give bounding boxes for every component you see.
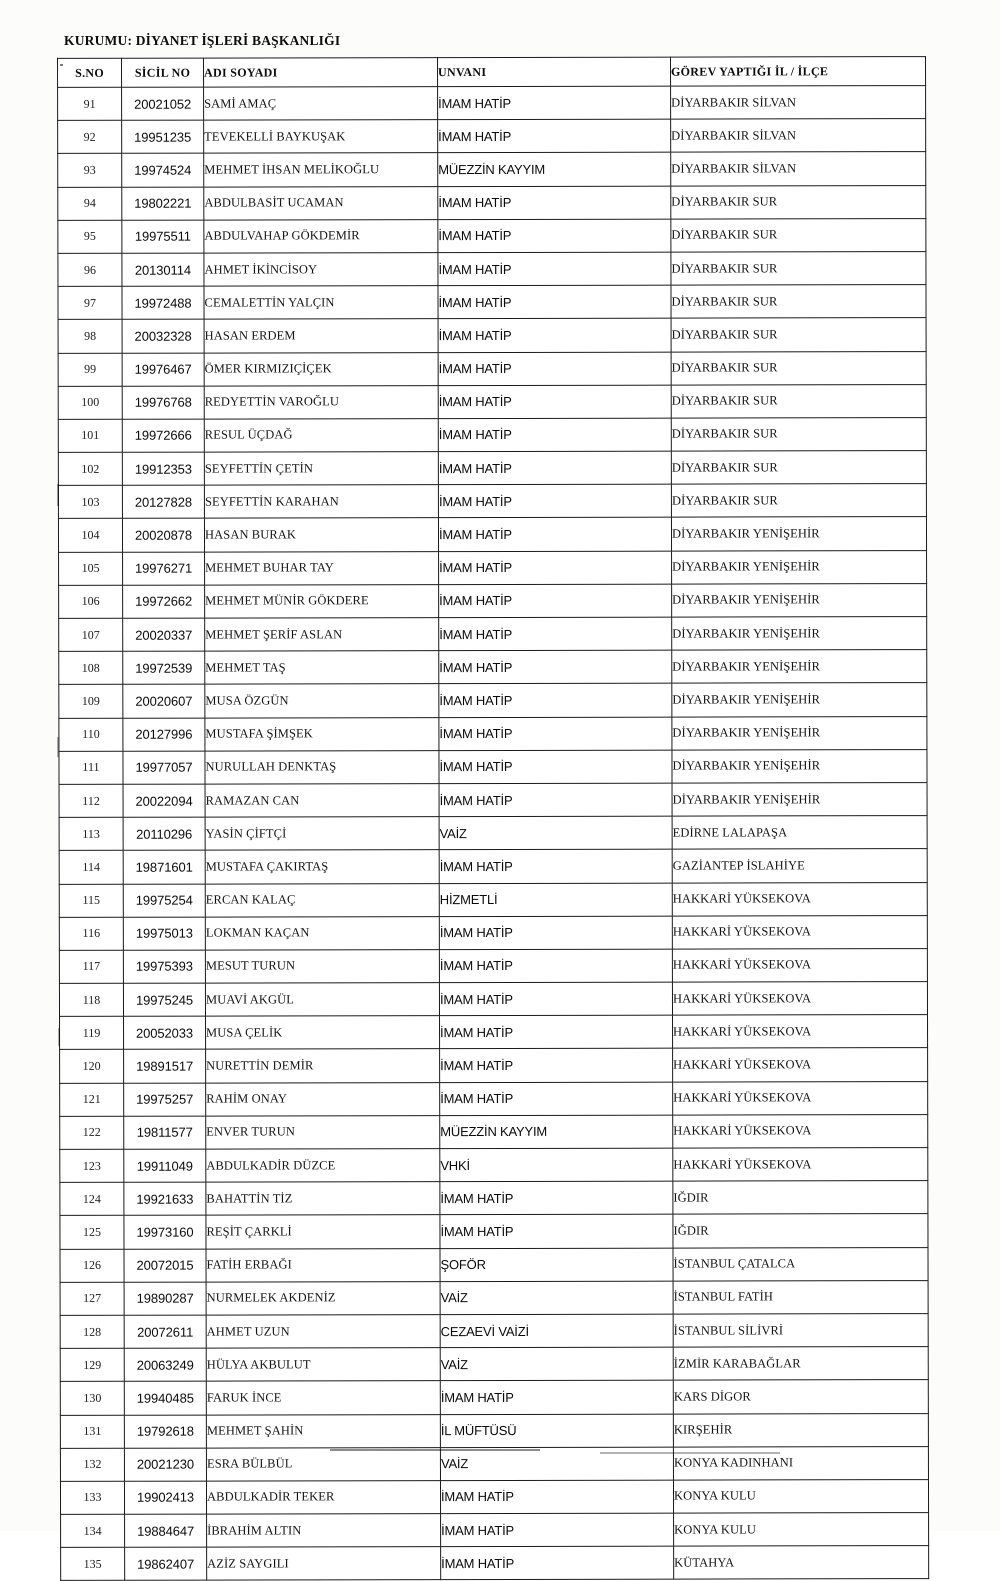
cell-unvan: VHKİ (440, 1148, 673, 1182)
cell-gorev: KONYA KULU (673, 1479, 928, 1513)
cell-ad: NURULLAH DENKTAŞ (205, 750, 439, 784)
cell-ad: ÖMER KIRMIZIÇİÇEK (204, 352, 438, 386)
cell-sicil: 19902413 (124, 1481, 206, 1514)
table-row (59, 683, 927, 718)
table-row (58, 318, 926, 353)
cell-ad: RAMAZAN CAN (205, 784, 439, 818)
cell-sno: 106 (59, 585, 123, 618)
cell-ad: HASAN ERDEM (204, 319, 438, 353)
cell-sno: 113 (59, 817, 123, 850)
cell-gorev: DİYARBAKIR YENİŞEHİR (672, 749, 927, 783)
cell-sicil: 19975013 (123, 917, 205, 950)
cell-unvan: İMAM HATİP (438, 385, 671, 419)
cell-gorev: DİYARBAKIR YENİŞEHİR (672, 617, 927, 651)
table-row (61, 1513, 929, 1548)
table-row (60, 1181, 928, 1216)
table-row (60, 1247, 928, 1282)
cell-sno: 130 (60, 1382, 124, 1415)
cell-gorev: İSTANBUL SİLİVRİ (673, 1314, 928, 1348)
cell-sicil: 20021052 (122, 87, 204, 120)
table-row (58, 185, 926, 220)
table-header-row (58, 57, 926, 88)
cell-unvan: İMAM HATİP (440, 1214, 673, 1248)
cell-unvan: İMAM HATİP (438, 418, 671, 452)
cell-sno: 115 (59, 884, 123, 917)
cell-unvan: İMAM HATİP (438, 252, 671, 286)
cell-sicil: 19871601 (123, 850, 205, 883)
cell-sicil: 20130114 (122, 253, 204, 286)
cell-sno: 127 (60, 1282, 124, 1315)
cell-ad: RAHİM ONAY (206, 1082, 440, 1116)
cell-sno: 107 (59, 618, 123, 651)
cell-gorev: DİYARBAKIR SİLVAN (671, 152, 926, 186)
cell-ad: SEYFETTİN ÇETİN (204, 452, 438, 486)
cell-unvan: İMAM HATİP (440, 1082, 673, 1116)
cell-gorev: DİYARBAKIR YENİŞEHİR (672, 550, 927, 584)
table-row (60, 1015, 928, 1050)
cell-gorev: KARS DİGOR (673, 1380, 928, 1414)
cell-sicil: 20020337 (123, 618, 205, 651)
cell-unvan: İMAM HATİP (439, 783, 672, 817)
cell-unvan: İMAM HATİP (440, 1181, 673, 1215)
cell-unvan: İL MÜFTÜSÜ (440, 1414, 673, 1448)
cell-ad: YASİN ÇİFTÇİ (205, 817, 439, 851)
cell-gorev: DİYARBAKIR SUR (671, 451, 926, 485)
cell-gorev: DİYARBAKIR YENİŞEHİR (672, 583, 927, 617)
cell-sicil: 19975245 (123, 983, 205, 1016)
cell-gorev: HAKKARİ YÜKSEKOVA (673, 1148, 928, 1182)
cell-unvan: İMAM HATİP (438, 352, 671, 386)
cell-ad: CEMALETTİN YALÇIN (204, 286, 438, 320)
cell-sicil: 19811577 (124, 1116, 206, 1149)
cell-sicil: 19973160 (124, 1215, 206, 1248)
cell-unvan: İMAM HATİP (438, 518, 671, 552)
cell-sicil: 19921633 (124, 1182, 206, 1215)
cell-unvan: İMAM HATİP (438, 318, 671, 352)
cell-ad: ERCAN KALAÇ (205, 883, 439, 917)
cell-sno: 98 (58, 320, 122, 353)
cell-gorev: DİYARBAKIR SUR (671, 417, 926, 451)
cell-gorev: DİYARBAKIR SUR (671, 218, 926, 252)
cell-sno: 114 (59, 851, 123, 884)
cell-ad: RESUL ÜÇDAĞ (204, 418, 438, 452)
cell-sicil: 19911049 (124, 1149, 206, 1182)
cell-sicil: 19976467 (122, 353, 204, 386)
table-row (59, 982, 927, 1017)
cell-sicil: 20127996 (123, 718, 205, 751)
cell-unvan: İMAM HATİP (439, 717, 672, 751)
cell-ad: SAMİ AMAÇ (204, 87, 438, 121)
cell-sno: 116 (59, 917, 123, 950)
cell-unvan: İMAM HATİP (438, 451, 671, 485)
cell-ad: HÜLYA AKBULUT (206, 1348, 440, 1382)
cell-ad: ABDULVAHAP GÖKDEMİR (204, 219, 438, 253)
cell-gorev: HAKKARİ YÜKSEKOVA (673, 1081, 928, 1115)
cell-unvan: İMAM HATİP (439, 849, 672, 883)
cell-ad: LOKMAN KAÇAN (205, 916, 439, 950)
cell-sno: 105 (59, 552, 123, 585)
cell-gorev: DİYARBAKIR YENİŞEHİR (671, 517, 926, 551)
column-header-unvan: UNVANI (438, 57, 671, 86)
cell-gorev: İSTANBUL ÇATALCA (673, 1247, 928, 1281)
cell-gorev: DİYARBAKIR YENİŞEHİR (672, 716, 927, 750)
column-header-gorev: GÖREV YAPTIĞI İL / İLÇE (671, 57, 926, 87)
table-row (59, 816, 927, 851)
cell-sicil: 19951235 (122, 120, 204, 153)
cell-unvan: İMAM HATİP (438, 186, 671, 220)
table-body (58, 86, 929, 1581)
table-row (60, 1280, 928, 1315)
cell-ad: AHMET UZUN (206, 1315, 440, 1349)
cell-ad: MEHMET İHSAN MELİKOĞLU (204, 153, 438, 187)
cell-gorev: DİYARBAKIR YENİŞEHİR (672, 650, 927, 684)
cell-ad: MUAVİ AKGÜL (205, 983, 439, 1017)
column-header-sno: S.NO (58, 58, 122, 87)
cell-sicil: 20032328 (122, 319, 204, 352)
cell-ad: AZİZ SAYGILI (207, 1547, 441, 1581)
cell-gorev: KONYA KADINHANI (673, 1446, 928, 1480)
cell-ad: MEHMET BUHAR TAY (205, 551, 439, 585)
cell-sicil: 19976768 (122, 386, 204, 419)
cell-ad: MUSA ÖZGÜN (205, 684, 439, 718)
table-row (58, 86, 926, 121)
cell-sno: 95 (58, 220, 122, 253)
cell-sno: 122 (60, 1116, 124, 1149)
cell-ad: REDYETTİN VAROĞLU (204, 385, 438, 419)
cell-ad: MESUT TURUN (205, 949, 439, 983)
cell-unvan: İMAM HATİP (438, 86, 671, 120)
personnel-table (57, 56, 929, 1581)
cell-gorev: DİYARBAKIR SUR (671, 285, 926, 319)
cell-gorev: EDİRNE LALAPAŞA (672, 816, 927, 850)
table-header (58, 57, 926, 88)
cell-unvan: İMAM HATİP (439, 650, 672, 684)
cell-sno: 109 (59, 685, 123, 718)
table-row (60, 1314, 928, 1349)
cell-sicil: 19802221 (122, 187, 204, 220)
cell-sno: 102 (58, 452, 122, 485)
cell-unvan: İMAM HATİP (440, 1380, 673, 1414)
cell-sno: 97 (58, 286, 122, 319)
cell-unvan: MÜEZZİN KAYYIM (438, 152, 671, 186)
table-row (59, 550, 927, 585)
cell-gorev: DİYARBAKIR SİLVAN (671, 86, 926, 120)
cell-gorev: IĞDIR (673, 1214, 928, 1248)
cell-sno: 99 (58, 353, 122, 386)
cell-sno: 112 (59, 784, 123, 817)
column-header-ad: ADI SOYADI (204, 58, 438, 87)
table-row (60, 1479, 928, 1514)
cell-unvan: İMAM HATİP (439, 584, 672, 618)
cell-gorev: GAZİANTEP İSLAHİYE (672, 849, 927, 883)
table-row (60, 1081, 928, 1116)
table-row (58, 351, 926, 386)
cell-ad: ABDULKADİR DÜZCE (206, 1149, 440, 1183)
cell-ad: MEHMET MÜNİR GÖKDERE (205, 584, 439, 618)
table-row (58, 152, 926, 187)
cell-gorev: DİYARBAKIR SUR (671, 318, 926, 352)
cell-unvan: İMAM HATİP (438, 484, 671, 518)
cell-gorev: KONYA KULU (674, 1513, 929, 1547)
table-row (59, 749, 927, 784)
cell-sno: 119 (60, 1017, 124, 1050)
cell-ad: MEHMET ŞAHİN (206, 1414, 440, 1448)
cell-sno: 117 (59, 950, 123, 983)
cell-ad: BAHATTİN TİZ (206, 1182, 440, 1216)
cell-gorev: DİYARBAKIR SUR (671, 185, 926, 219)
cell-sno: 100 (58, 386, 122, 419)
cell-sno: 103 (58, 486, 122, 519)
cell-ad: MUSA ÇELİK (206, 1016, 440, 1050)
cell-unvan: VAİZ (439, 816, 672, 850)
cell-sicil: 19891517 (124, 1050, 206, 1083)
cell-sicil: 20127828 (122, 485, 204, 518)
cell-sicil: 20020607 (123, 684, 205, 717)
document-title: KURUMU: DİYANET İŞLERİ BAŞKANLIĞI (64, 33, 341, 48)
cell-sno: 94 (58, 187, 122, 220)
cell-gorev: KIRŞEHİR (673, 1413, 928, 1447)
cell-ad: TEVEKELLİ BAYKUŞAK (204, 120, 438, 154)
table-row (60, 1214, 928, 1249)
cell-sno: 120 (60, 1050, 124, 1083)
cell-sno: 133 (60, 1481, 124, 1514)
cell-unvan: İMAM HATİP (439, 916, 672, 950)
cell-sicil: 19977057 (123, 751, 205, 784)
cell-unvan: CEZAEVİ VAİZİ (440, 1314, 673, 1348)
table-row (59, 849, 927, 884)
cell-sicil: 19972662 (123, 585, 205, 618)
table-row (59, 783, 927, 818)
cell-sno: 93 (58, 154, 122, 187)
cell-unvan: ŞOFÖR (440, 1248, 673, 1282)
cell-sno: 132 (60, 1448, 124, 1481)
cell-ad: MUSTAFA ŞİMŞEK (205, 717, 439, 751)
table-row (59, 882, 927, 917)
table-row (58, 252, 926, 287)
cell-ad: NURETTİN DEMİR (206, 1049, 440, 1083)
cell-sicil: 19862407 (125, 1547, 207, 1580)
cell-sicil: 19884647 (125, 1514, 207, 1547)
cell-unvan: VAİZ (440, 1347, 673, 1381)
cell-gorev: HAKKARİ YÜKSEKOVA (672, 915, 927, 949)
cell-ad: AHMET İKİNCİSOY (204, 253, 438, 287)
cell-gorev: HAKKARİ YÜKSEKOVA (672, 882, 927, 916)
cell-sicil: 19940485 (124, 1381, 206, 1414)
cell-ad: İBRAHİM ALTIN (207, 1514, 441, 1548)
cell-gorev: DİYARBAKIR SUR (671, 484, 926, 518)
cell-sno: 96 (58, 253, 122, 286)
table-row (59, 650, 927, 685)
cell-sicil: 20110296 (123, 817, 205, 850)
cell-unvan: İMAM HATİP (439, 551, 672, 585)
cell-sno: 110 (59, 718, 123, 751)
cell-sicil: 19974524 (122, 153, 204, 186)
table-row (58, 119, 926, 154)
cell-gorev: İZMİR KARABAĞLAR (673, 1347, 928, 1381)
table-row (58, 484, 926, 519)
cell-sno: 134 (61, 1514, 125, 1547)
cell-sno: 123 (60, 1149, 124, 1182)
cell-ad: MEHMET TAŞ (205, 651, 439, 685)
cell-gorev: HAKKARİ YÜKSEKOVA (673, 1048, 928, 1082)
cell-gorev: HAKKARİ YÜKSEKOVA (672, 982, 927, 1016)
cell-sicil: 19975393 (123, 950, 205, 983)
table-row (58, 517, 926, 552)
cell-sicil: 19972666 (122, 419, 204, 452)
cell-sno: 131 (60, 1415, 124, 1448)
cell-sno: 111 (59, 751, 123, 784)
cell-ad: MEHMET ŞERİF ASLAN (205, 618, 439, 652)
cell-sno: 92 (58, 120, 122, 153)
table-row (58, 451, 926, 486)
cell-sicil: 19972488 (122, 286, 204, 319)
cell-sicil: 19792618 (124, 1415, 206, 1448)
cell-unvan: İMAM HATİP (438, 219, 671, 253)
cell-unvan: İMAM HATİP (439, 982, 672, 1016)
cell-unvan: İMAM HATİP (439, 750, 672, 784)
cell-ad: ABDULKADİR TEKER (206, 1480, 440, 1514)
cell-gorev: DİYARBAKIR SİLVAN (671, 119, 926, 153)
cell-ad: FATİH ERBAĞI (206, 1248, 440, 1282)
cell-sicil: 20052033 (124, 1016, 206, 1049)
cell-gorev: DİYARBAKIR SUR (671, 384, 926, 418)
table-row (58, 285, 926, 320)
cell-gorev: HAKKARİ YÜKSEKOVA (673, 1015, 928, 1049)
table-row (60, 1446, 928, 1481)
cell-sno: 125 (60, 1216, 124, 1249)
cell-sno: 126 (60, 1249, 124, 1282)
table-row (60, 1114, 928, 1149)
table-row (60, 1347, 928, 1382)
cell-unvan: VAİZ (440, 1447, 673, 1481)
table-row (60, 1048, 928, 1083)
table-row (60, 1413, 928, 1448)
cell-sicil: 20072015 (124, 1249, 206, 1282)
cell-gorev: DİYARBAKIR YENİŞEHİR (672, 683, 927, 717)
cell-ad: ABDULBASİT UCAMAN (204, 186, 438, 220)
cell-sicil: 20022094 (123, 784, 205, 817)
cell-sno: 124 (60, 1182, 124, 1215)
table-row (59, 948, 927, 983)
cell-sno: 128 (60, 1315, 124, 1348)
cell-sicil: 20063249 (124, 1348, 206, 1381)
cell-unvan: İMAM HATİP (440, 1480, 673, 1514)
table-row (58, 218, 926, 253)
cell-ad: NURMELEK AKDENİZ (206, 1281, 440, 1315)
cell-sicil: 20020878 (122, 519, 204, 552)
column-header-sicil: SİCİL NO (122, 58, 204, 87)
cell-gorev: İSTANBUL FATİH (673, 1280, 928, 1314)
cell-unvan: İMAM HATİP (441, 1513, 674, 1547)
cell-sno: 108 (59, 651, 123, 684)
cell-sicil: 19972539 (123, 651, 205, 684)
cell-unvan: HİZMETLİ (439, 883, 672, 917)
cell-sno: 104 (58, 519, 122, 552)
table-row (59, 617, 927, 652)
cell-sno: 121 (60, 1083, 124, 1116)
cell-sicil: 19976271 (123, 552, 205, 585)
cell-sicil: 20072611 (124, 1315, 206, 1348)
table-row (58, 384, 926, 419)
cell-sicil: 19912353 (122, 452, 204, 485)
cell-gorev: IĞDIR (673, 1181, 928, 1215)
cell-unvan: MÜEZZİN KAYYIM (440, 1115, 673, 1149)
cell-gorev: KÜTAHYA (674, 1546, 929, 1580)
cell-sno: 135 (61, 1548, 125, 1581)
cell-ad: ENVER TURUN (206, 1115, 440, 1149)
cell-sicil: 19890287 (124, 1282, 206, 1315)
cell-sicil: 19975257 (124, 1083, 206, 1116)
cell-sicil: 19975511 (122, 220, 204, 253)
cell-gorev: DİYARBAKIR SUR (671, 252, 926, 286)
cell-unvan: İMAM HATİP (441, 1546, 674, 1580)
table-row (59, 583, 927, 618)
cell-unvan: İMAM HATİP (439, 683, 672, 717)
cell-unvan: İMAM HATİP (438, 285, 671, 319)
cell-gorev: DİYARBAKIR YENİŞEHİR (672, 783, 927, 817)
cell-sno: 91 (58, 87, 122, 120)
cell-unvan: İMAM HATİP (440, 1049, 673, 1083)
cell-unvan: İMAM HATİP (439, 617, 672, 651)
cell-sno: 129 (60, 1348, 124, 1381)
cell-ad: SEYFETTİN KARAHAN (204, 485, 438, 519)
cell-ad: REŞİT ÇARKLİ (206, 1215, 440, 1249)
cell-unvan: VAİZ (440, 1281, 673, 1315)
table-row (60, 1148, 928, 1183)
cell-gorev: DİYARBAKIR SUR (671, 351, 926, 385)
table-row (59, 915, 927, 950)
cell-gorev: HAKKARİ YÜKSEKOVA (672, 948, 927, 982)
cell-sicil: 20021230 (124, 1448, 206, 1481)
cell-sno: 101 (58, 419, 122, 452)
table-row (61, 1546, 929, 1581)
table-row (60, 1380, 928, 1415)
cell-ad: MUSTAFA ÇAKIRTAŞ (205, 850, 439, 884)
cell-sicil: 19975254 (123, 884, 205, 917)
table-row (58, 417, 926, 452)
cell-ad: HASAN BURAK (204, 518, 438, 552)
cell-unvan: İMAM HATİP (439, 949, 672, 983)
table-row (59, 716, 927, 751)
cell-unvan: İMAM HATİP (438, 119, 671, 153)
cell-ad: FARUK İNCE (206, 1381, 440, 1415)
cell-gorev: HAKKARİ YÜKSEKOVA (673, 1114, 928, 1148)
cell-ad: ESRA BÜLBÜL (206, 1447, 440, 1481)
cell-sno: 118 (59, 983, 123, 1016)
cell-unvan: İMAM HATİP (440, 1015, 673, 1049)
